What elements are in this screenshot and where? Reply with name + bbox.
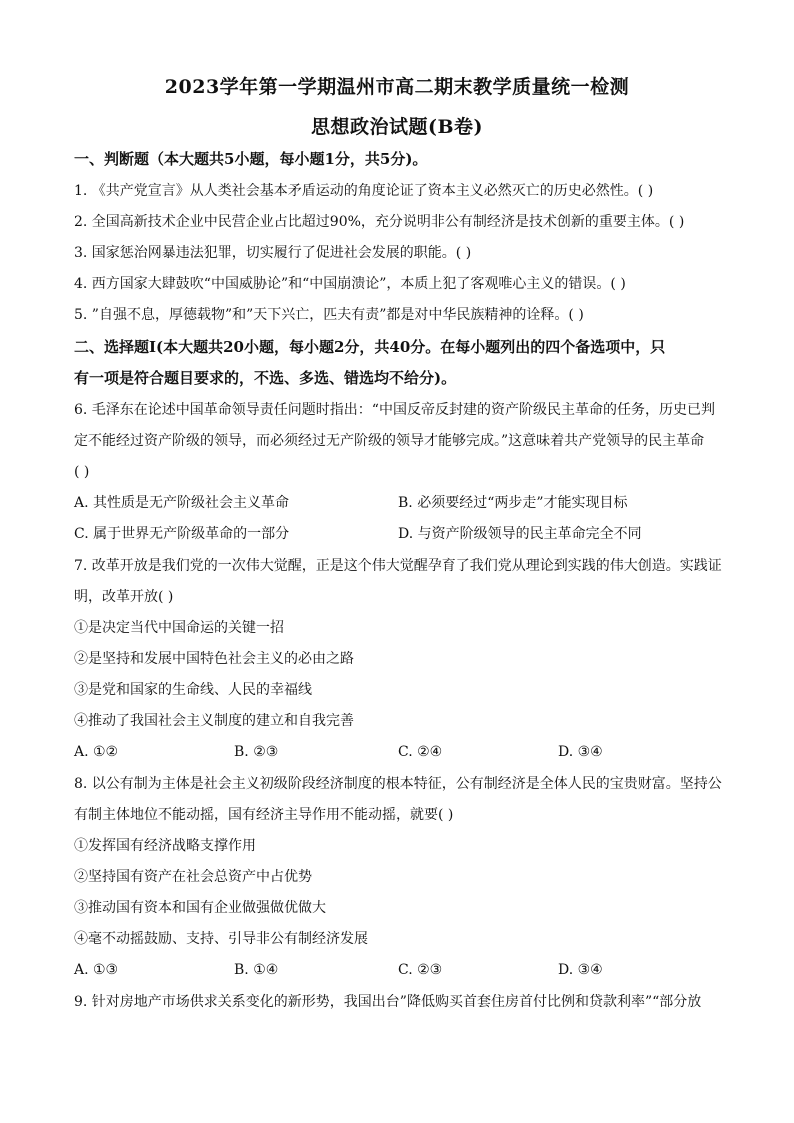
judgment-item-4: 4. 西方国家大肆鼓吹“中国威胁论”和“中国崩溃论”，本质上犯了客观唯心主义的错误。( ): [74, 276, 626, 292]
judgment-item-5: 5. ”自强不息，厚德载物”和”天下兴亡，匹夫有责”都是对中华民族精神的诠释。( ): [74, 307, 584, 323]
q6-stem-line2: 定不能经过资产阶级的领导，而必须经过无产阶级的领导才能够完成。”这意味着共产党领导的民主革命: [74, 433, 705, 449]
judgment-item-2: 2. 全国高新技术企业中民营企业占比超过90%，充分说明非公有制经济是技术创新的重要主体。( ): [74, 214, 685, 230]
q6-option-b: B. 必须要经过“两步走”才能实现目标: [398, 495, 628, 511]
q7-statement-2: ②是坚持和发展中国特色社会主义的必由之路: [74, 651, 354, 667]
q8-option-d: D. ③④: [558, 962, 603, 978]
q7-stem-line1: 7. 改革开放是我们党的一次伟大觉醒，正是这个伟大觉醒孕育了我们党从理论到实践的伟大创造。实践证: [74, 558, 722, 574]
section1-heading: 一、判断题（本大题共5小题，每小题1分，共5分)。: [74, 150, 428, 168]
q8-statement-2: ②坚持国有资产在社会总资产中占优势: [74, 869, 312, 885]
judgment-item-1: 1. 《共产党宣言》从人类社会基本矛盾运动的角度论证了资本主义必然灭亡的历史必然性。( ): [74, 183, 654, 199]
exam-title: 2023学年第一学期温州市高二期末教学质量统一检测: [164, 76, 630, 98]
q8-stem-line2: 有制主体地位不能动摇，国有经济主导作用不能动摇，就要( ): [74, 807, 454, 823]
section2-heading-line1: 二、选择题Ⅰ(本大题共20小题，每小题2分，共40分。在每小题列出的四个备选项中，只: [74, 338, 666, 356]
q6-option-c: C. 属于世界无产阶级革命的一部分: [74, 526, 290, 542]
q8-statement-4: ④毫不动摇鼓励、支持、引导非公有制经济发展: [74, 931, 368, 947]
judgment-item-3: 3. 国家惩治网暴违法犯罪，切实履行了促进社会发展的职能。( ): [74, 245, 472, 261]
section2-heading-line2: 有一项是符合题目要求的，不选、多选、错选均不给分)。: [74, 369, 457, 387]
q6-stem-line3: ( ): [74, 464, 90, 480]
q8-option-a: A. ①③: [74, 962, 119, 978]
q7-option-d: D. ③④: [558, 744, 603, 760]
q7-stem-line2: 明，改革开放( ): [74, 589, 174, 605]
q7-option-c: C. ②④: [398, 744, 443, 760]
q7-option-a: A. ①②: [74, 744, 119, 760]
q8-stem-line1: 8. 以公有制为主体是社会主义初级阶段经济制度的根本特征，公有制经济是全体人民的宝贵财富。坚持公: [74, 776, 722, 792]
q7-statement-4: ④推动了我国社会主义制度的建立和自我完善: [74, 713, 354, 729]
exam-subtitle: 思想政治试题(B卷): [310, 116, 484, 138]
q7-statement-3: ③是党和国家的生命线、人民的幸福线: [74, 682, 312, 698]
q6-option-a: A. 其性质是无产阶级社会主义革命: [74, 495, 290, 511]
q8-option-b: B. ①④: [234, 962, 279, 978]
q6-stem-line1: 6. 毛泽东在论述中国革命领导责任问题时指出：“中国反帝反封建的资产阶级民主革命的任务，历史已判: [74, 402, 715, 418]
q6-option-d: D. 与资产阶级领导的民主革命完全不同: [398, 526, 642, 542]
q7-option-b: B. ②③: [234, 744, 279, 760]
q9-stem-line1: 9. 针对房地产市场供求关系变化的新形势，我国出台”降低购买首套住房首付比例和贷款利率”“部分放: [74, 994, 702, 1010]
q8-statement-1: ①发挥国有经济战略支撑作用: [74, 838, 256, 854]
q8-statement-3: ③推动国有资本和国有企业做强做优做大: [74, 900, 326, 916]
q7-statement-1: ①是决定当代中国命运的关键一招: [74, 620, 284, 636]
q8-option-c: C. ②③: [398, 962, 443, 978]
